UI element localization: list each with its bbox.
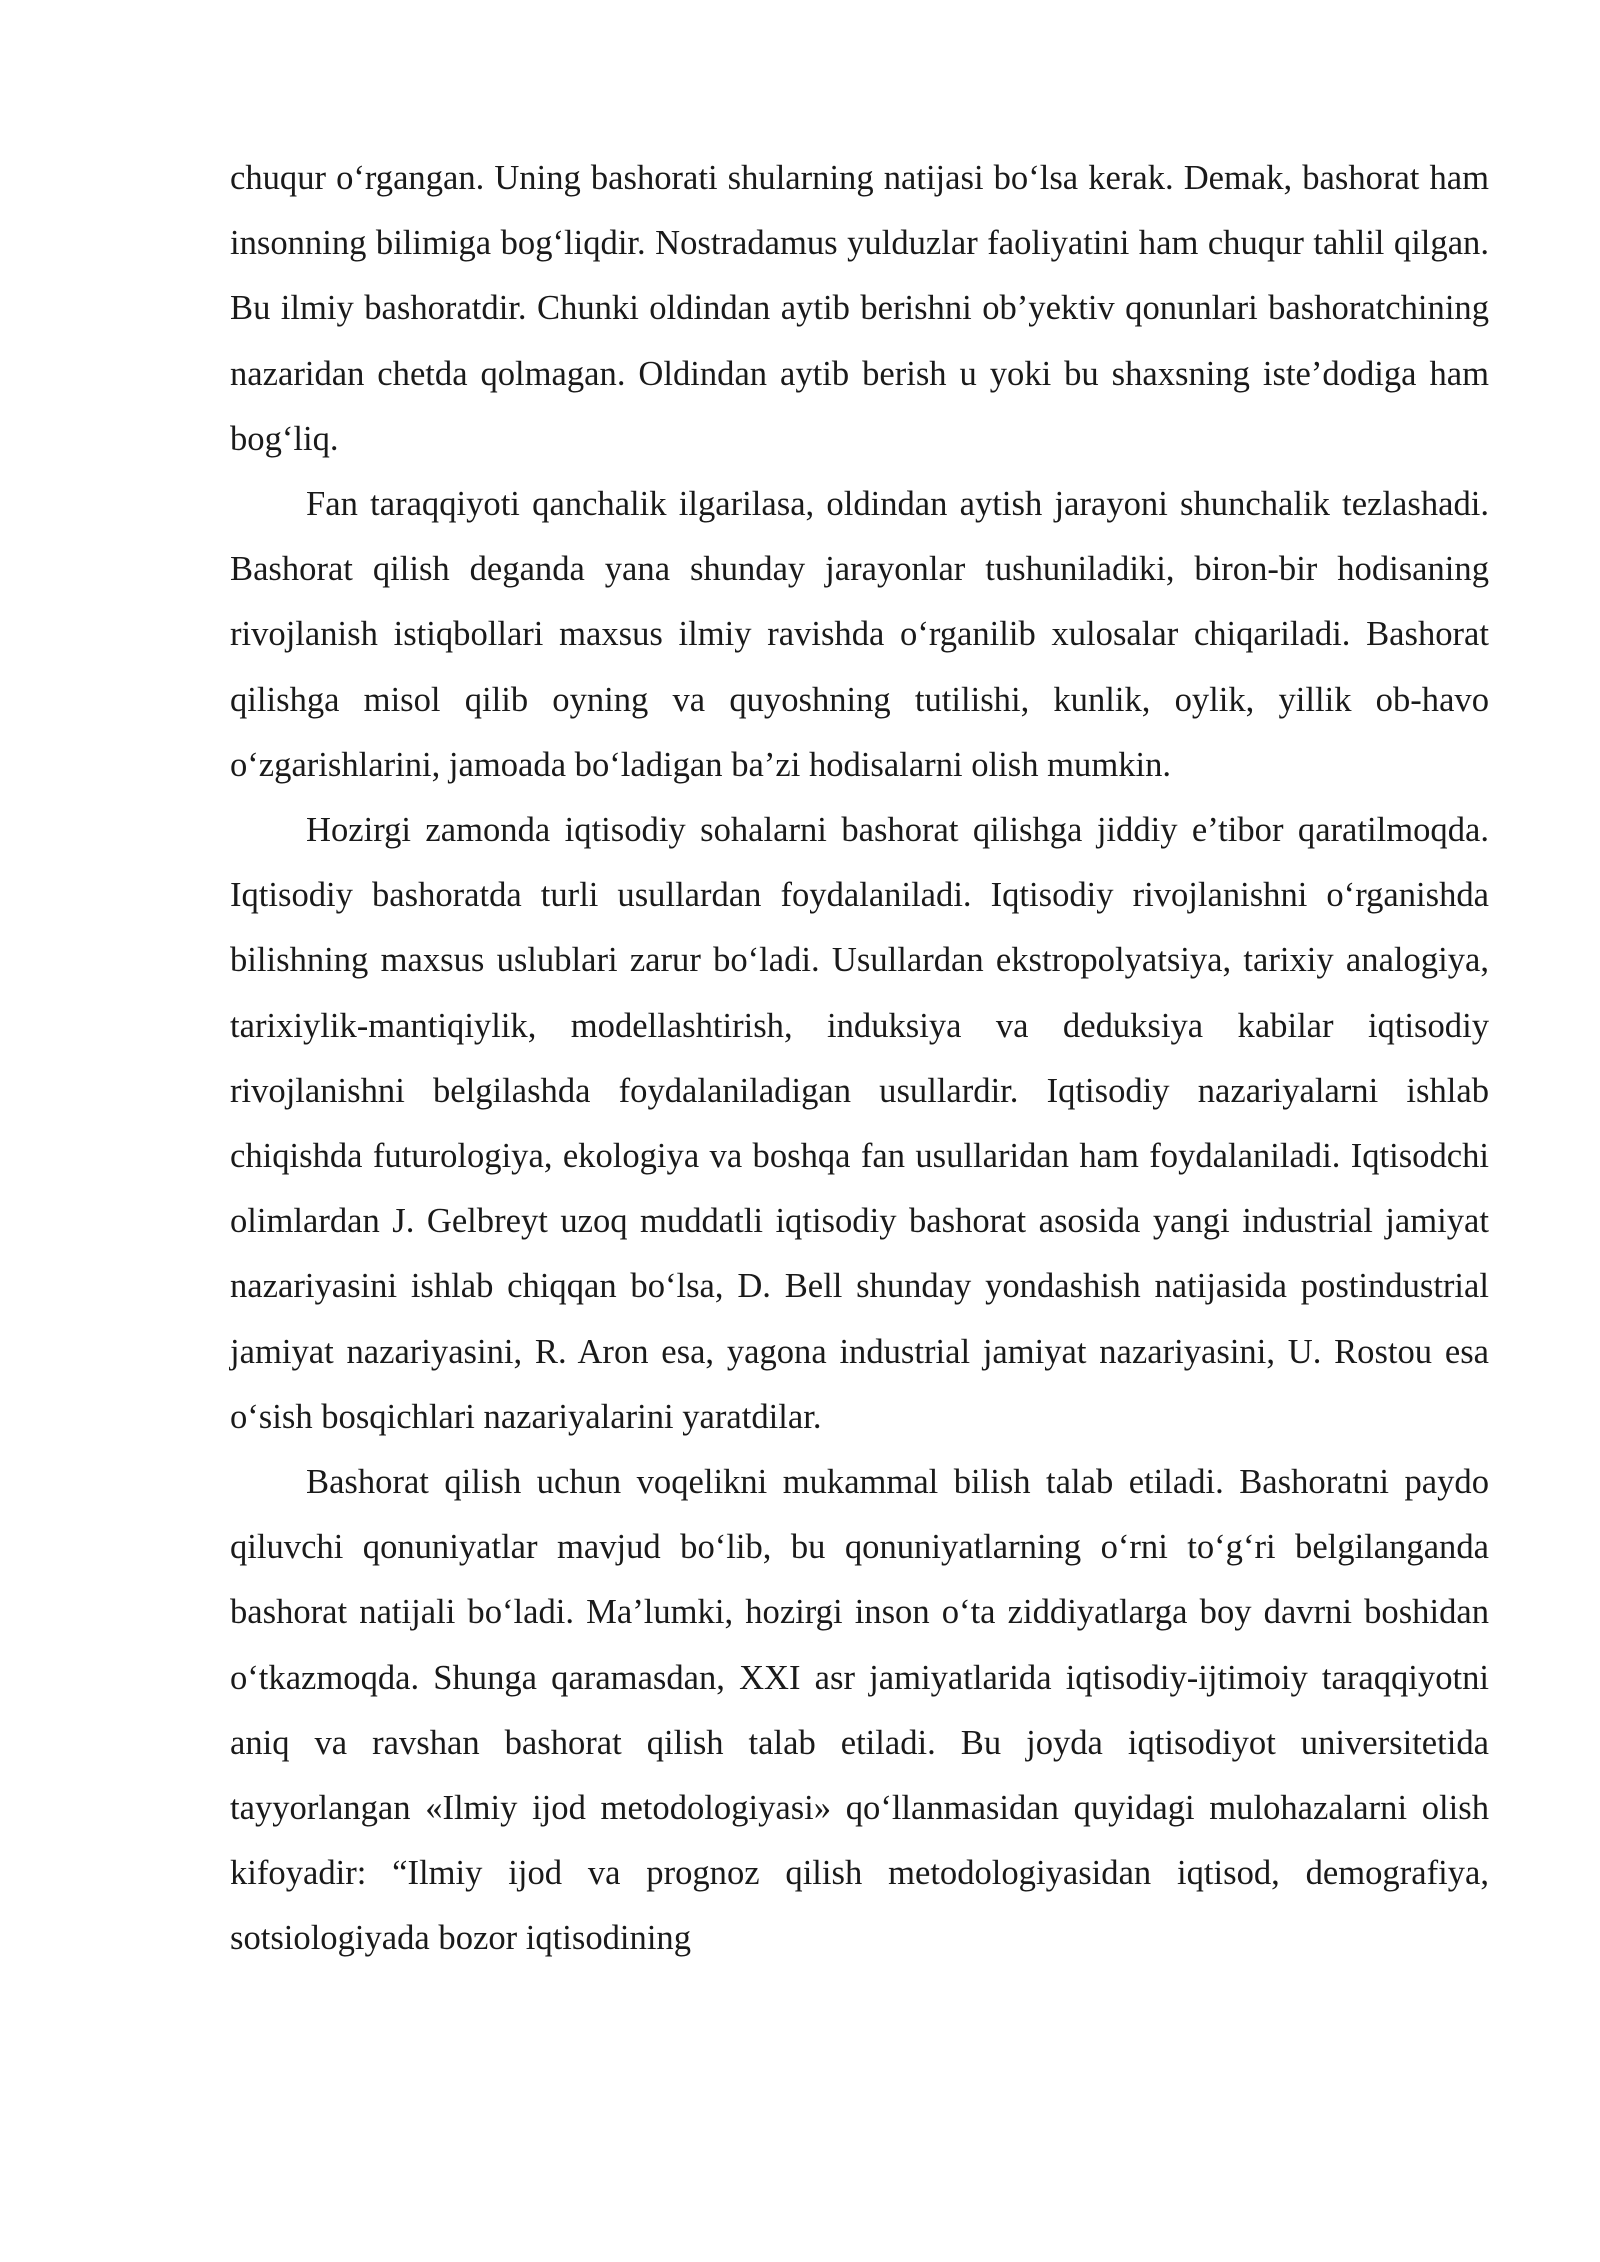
paragraph-continued: chuqur o‘rgangan. Uning bashorati shularning natijasi bo‘lsa kerak. Demak, bashorat ham insonning bilimiga bog‘liqdir. Nostradamus yulduzlar faoliyatini ham chuqur tahlil qilgan. Bu ilmiy bashoratdir. Chunki oldindan aytib berishni ob’yektiv qonunlari bashoratchining nazaridan chetda qolmagan. Oldindan aytib berish u yoki bu shaxsning iste’dodiga ham bog‘liq.	[230, 159, 1489, 458]
paragraph-science-progress: Fan taraqqiyoti qanchalik ilgarilasa, oldindan aytish jarayoni shunchalik tezlashadi. Bashorat qilish deganda yana shunday jarayonlar tushuniladiki, biron-bir hodisaning rivojlanish istiqbollari maxsus ilmiy ravishda o‘rganilib xulosalar chiqariladi. Bashorat qilishga misol qilib oyning va quyoshning tutilishi, kunlik, oylik, yillik ob-havo o‘zgarishlarini, jamoada bo‘ladigan ba’zi hodisalarni olish mumkin.	[230, 485, 1489, 784]
paragraph-economic-forecasting: Hozirgi zamonda iqtisodiy sohalarni bashorat qilishga jiddiy e’tibor qaratilmoqda. Iqtisodiy bashoratda turli usullardan foydalaniladi. Iqtisodiy rivojlanishni o‘rganishda bilishning maxsus uslublari zarur bo‘ladi. Usullardan ekstropolyatsiya, tarixiy analogiya, tarixiylik-mantiqiylik, modellashtirish, induksiya va deduksiya kabilar iqtisodiy rivojlanishni belgilashda foydalaniladigan usullardir. Iqtisodiy nazariyalarni ishlab chiqishda futurologiya, ekologiya va boshqa fan usullaridan ham foydalaniladi. Iqtisodchi olimlardan J. Gelbreyt uzoq muddatli iqtisodiy bashorat asosida yangi industrial jamiyat nazariyasini ishlab chiqqan bo‘lsa, D. Bell shunday yondashish natijasida postindustrial jamiyat nazariyasini, R. Aron esa, yagona industrial jamiyat nazariyasini, U. Rostou esa o‘sish bosqichlari nazariyalarini yaratdilar.	[230, 811, 1489, 1436]
document-body	[230, 146, 1489, 1972]
paragraph-forecast-requirements: Bashorat qilish uchun voqelikni mukammal bilish talab etiladi. Bashoratni paydo qiluvchi qonuniyatlar mavjud bo‘lib, bu qonuniyatlarning o‘rni to‘g‘ri belgilanganda bashorat natijali bo‘ladi. Ma’lumki, hozirgi inson o‘ta ziddiyatlarga boy davrni boshidan o‘tkazmoqda. Shunga qaramasdan, XXI asr jamiyatlarida iqtisodiy-ijtimoiy taraqqiyotni aniq va ravshan bashorat qilish talab etiladi. Bu joyda iqtisodiyot universitetida tayyorlangan «Ilmiy ijod metodologiyasi» qo‘llanmasidan quyidagi mulohazalarni olish kifoyadir: “Ilmiy ijod va prognoz qilish metodologiyasidan iqtisod, demografiya, sotsiologiyada bozor iqtisodining	[230, 1463, 1489, 1958]
